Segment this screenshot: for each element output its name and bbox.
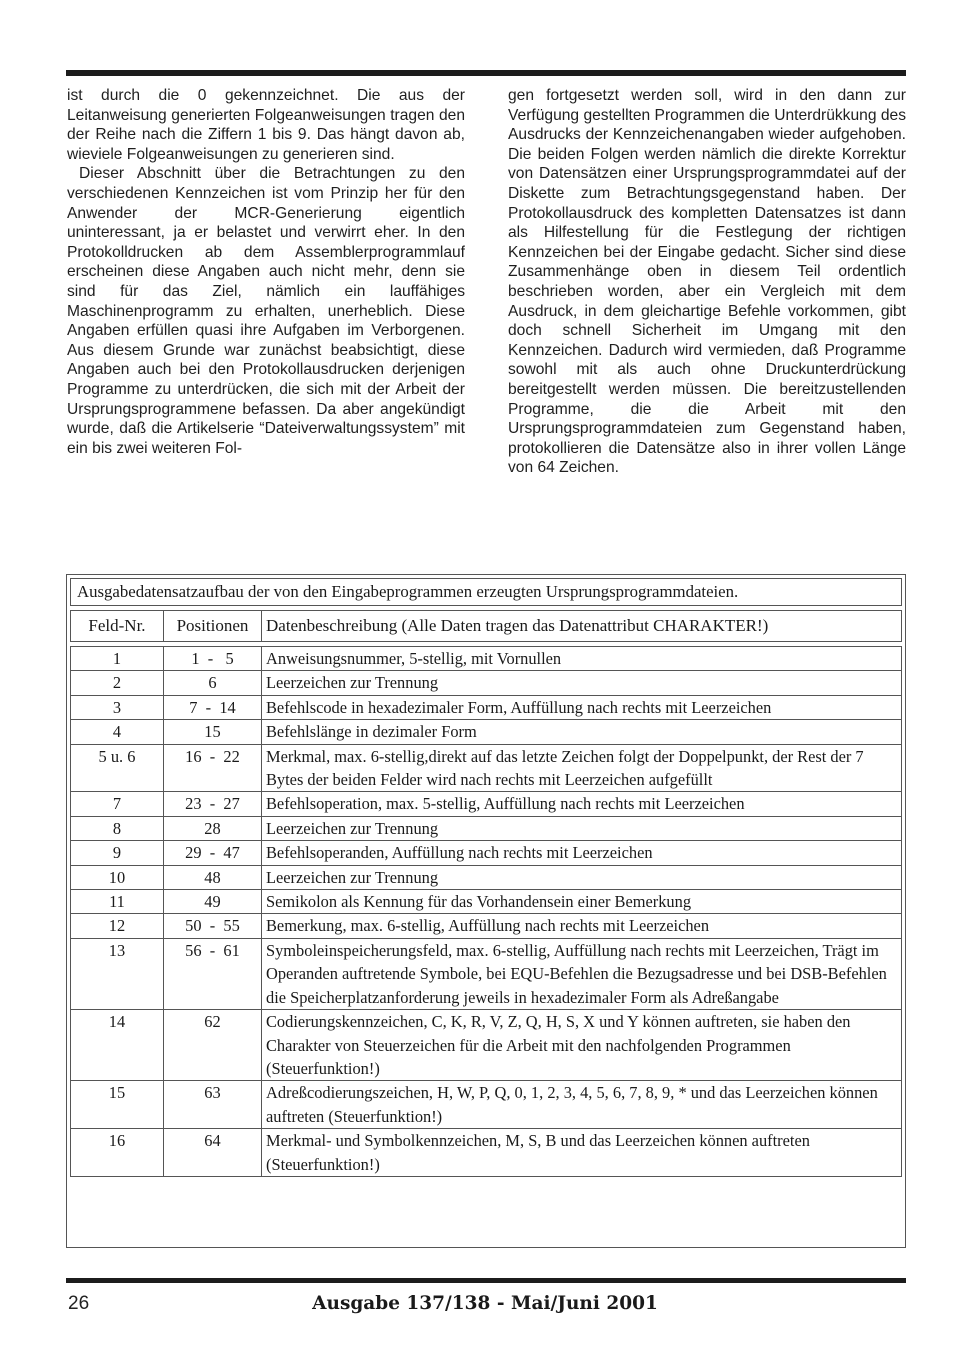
cell-feld-nr: 16 [71, 1129, 164, 1177]
cell-positionen: 6 [164, 671, 262, 695]
cell-datenbeschreibung: Befehlscode in hexadezimaler Form, Auffüllung nach rechts mit Leerzeichen [262, 695, 902, 719]
cell-datenbeschreibung: Adreßcodierungszeichen, H, W, P, Q, 0, 1, 2, 3, 4, 5, 6, 7, 8, 9, * und das Leerzeichen können auftreten (Steuerfunktion!) [262, 1081, 902, 1129]
table-row [71, 647, 902, 671]
cell-feld-nr: 5 u. 6 [71, 744, 164, 792]
footer-rule [66, 1278, 906, 1283]
cell-positionen: 16 - 22 [164, 744, 262, 792]
article-column-left [67, 86, 465, 458]
cell-datenbeschreibung: Codierungskennzeichen, C, K, R, V, Z, Q, H, S, X und Y können auftreten, sie haben den Charakter von Steuerzeichen für die Arbeit mit den nachfolgenden Programmen (Steuerfunktion!) [262, 1010, 902, 1081]
cell-feld-nr: 1 [71, 647, 164, 671]
cell-positionen: 49 [164, 890, 262, 914]
table-row [71, 720, 902, 744]
paragraph: Dieser Abschnitt über die Betrachtungen zu den verschiedenen Kennzeichen ist vom Prinzip her für den Anwender der MCR-Generierung eigentlich uninteressant, ja er belastet und verwirrt eher. In den Protokolldrucken ab dem Assemblerprogrammlauf erscheinen diese Angaben auch nicht mehr, denn sie sind für das Ziel, nämlich ein lauffähiges Maschinenprogramm zu erhalten, unerheblich. Diese Angaben erfüllen quasi ihre Aufgaben im Verborgenen. Aus diesem Grunde war zunächst beabsichtigt, diese Angaben auch bei den Protokollausdrucken derjenigen Programme zu unterdrücken, die sich mit der Arbeit der Ursprungsprogrammene befassen. Da aber angekündigt wurde, daß die Artikelserie “Dateiverwaltungssystem” mit ein bis zwei weiteren Fol- [67, 165, 465, 457]
cell-positionen: 7 - 14 [164, 695, 262, 719]
table-row [71, 865, 902, 889]
cell-datenbeschreibung: Befehlsoperanden, Auffüllung nach rechts mit Leerzeichen [262, 841, 902, 865]
page-number: 26 [68, 1293, 90, 1314]
table-row [71, 841, 902, 865]
table-row [71, 890, 902, 914]
cell-positionen: 28 [164, 816, 262, 840]
cell-feld-nr: 4 [71, 720, 164, 744]
table-row [71, 744, 902, 792]
table-row [71, 695, 902, 719]
cell-positionen: 50 - 55 [164, 914, 262, 938]
cell-feld-nr: 12 [71, 914, 164, 938]
cell-positionen: 63 [164, 1081, 262, 1129]
header-positionen: Positionen [164, 611, 262, 642]
header-feld-nr: Feld-Nr. [71, 611, 164, 642]
issue-label [0, 1293, 970, 1314]
cell-datenbeschreibung: Merkmal, max. 6-stellig,direkt auf das letzte Zeichen folgt der Doppelpunkt, der Rest der 7 Bytes der beiden Felder wird nach rechts mit Leerzeichen aufgefüllt [262, 744, 902, 792]
cell-positionen: 62 [164, 1010, 262, 1081]
cell-datenbeschreibung: Semikolon als Kennung für das Vorhandensein einer Bemerkung [262, 890, 902, 914]
cell-positionen: 23 - 27 [164, 792, 262, 816]
table-row [71, 938, 902, 1009]
table-caption: Ausgabedatensatzaufbau der von den Eingabeprogrammen erzeugten Ursprungsprogrammdateien. [71, 579, 902, 606]
cell-feld-nr: 7 [71, 792, 164, 816]
cell-positionen: 15 [164, 720, 262, 744]
record-layout-table [70, 578, 902, 1177]
cell-feld-nr: 11 [71, 890, 164, 914]
paragraph: ist durch die 0 gekennzeichnet. Die aus der Leitanweisung generierten Folgeanweisungen tragen den der Reihe nach die Ziffern 1 bis 9. Das hängt davon ab, wieviele Folgeanweisungen zu generieren sind. [67, 87, 465, 163]
record-layout-table-frame [66, 574, 906, 1248]
header-datenbeschreibung: Datenbeschreibung (Alle Daten tragen das Datenattribut CHARAKTER!) [262, 611, 902, 642]
cell-datenbeschreibung: Anweisungsnummer, 5-stellig, mit Vornullen [262, 647, 902, 671]
table-row [71, 816, 902, 840]
table-row [71, 792, 902, 816]
cell-feld-nr: 13 [71, 938, 164, 1009]
cell-positionen: 29 - 47 [164, 841, 262, 865]
cell-datenbeschreibung: Leerzeichen zur Trennung [262, 865, 902, 889]
cell-datenbeschreibung: Leerzeichen zur Trennung [262, 816, 902, 840]
table-row [71, 671, 902, 695]
cell-feld-nr: 14 [71, 1010, 164, 1081]
table-header-row [71, 611, 902, 642]
cell-datenbeschreibung: Befehlsoperation, max. 5-stellig, Auffüllung nach rechts mit Leerzeichen [262, 792, 902, 816]
cell-datenbeschreibung: Leerzeichen zur Trennung [262, 671, 902, 695]
table-row [71, 1129, 902, 1177]
cell-positionen: 64 [164, 1129, 262, 1177]
cell-datenbeschreibung: Symboleinspeicherungsfeld, max. 6-stellig, Auffüllung nach rechts mit Leerzeichen, Trägt im Operanden auftretende Symbole, bei EQU-Befehlen die Bezugsadresse und bei DSB-Befehlen die Speicherplatzanforderung jeweils in hexadezimaler Form als Adreßangabe [262, 938, 902, 1009]
table-row [71, 914, 902, 938]
cell-positionen: 56 - 61 [164, 938, 262, 1009]
cell-feld-nr: 3 [71, 695, 164, 719]
paragraph: gen fortgesetzt werden soll, wird in den dann zur Verfügung gestellten Programmen die Unterdrükkung des Ausdrucks der Kennzeichenangaben wieder aufgehoben. Die beiden Folgen werden nämlich die direkte Korrektur von Datensätzen einer Ursprungsprogrammdatei auf der Diskette zum Betrachtungsgegenstand haben. Der Protokollausdruck des kompletten Datensatzes ist dann als Hilfestellung für die Festlegung der richtigen Kennzeichen bei der Eingabe gedacht. Sicher sind diese Zusammenhänge oben in diesem Teil ordentlich beschrieben worden, aber ein Vergleich mit dem Ausdruck, in dem gleichartige Befehle vorkommen, gibt doch schnell Sicherheit im Umgang mit den Kennzeichen. Dadurch wird vermieden, daß Programme sowohl mit als auch ohne Druckunterdrückung bereitgestellt werden müssen. Die bereitzustellenden Programme, die die Arbeit mit den Ursprungsprogrammdateien zum Gegenstand haben, protokollieren die Datensätze also in ihrer vollen Länge von 64 Zeichen. [508, 87, 906, 477]
cell-feld-nr: 9 [71, 841, 164, 865]
issue-text: Ausgabe 137/138 - Mai/Juni 2001 [312, 1293, 658, 1314]
cell-feld-nr: 2 [71, 671, 164, 695]
table-row [71, 1010, 902, 1081]
cell-feld-nr: 10 [71, 865, 164, 889]
cell-positionen: 1 - 5 [164, 647, 262, 671]
cell-positionen: 48 [164, 865, 262, 889]
header-rule [66, 70, 906, 76]
cell-datenbeschreibung: Merkmal- und Symbolkennzeichen, M, S, B und das Leerzeichen können auftreten (Steuerfunktion!) [262, 1129, 902, 1177]
article-column-right [508, 86, 906, 478]
cell-feld-nr: 8 [71, 816, 164, 840]
cell-feld-nr: 15 [71, 1081, 164, 1129]
table-row [71, 1081, 902, 1129]
table-caption-row [71, 579, 902, 606]
cell-datenbeschreibung: Befehlslänge in dezimaler Form [262, 720, 902, 744]
cell-datenbeschreibung: Bemerkung, max. 6-stellig, Auffüllung nach rechts mit Leerzeichen [262, 914, 902, 938]
